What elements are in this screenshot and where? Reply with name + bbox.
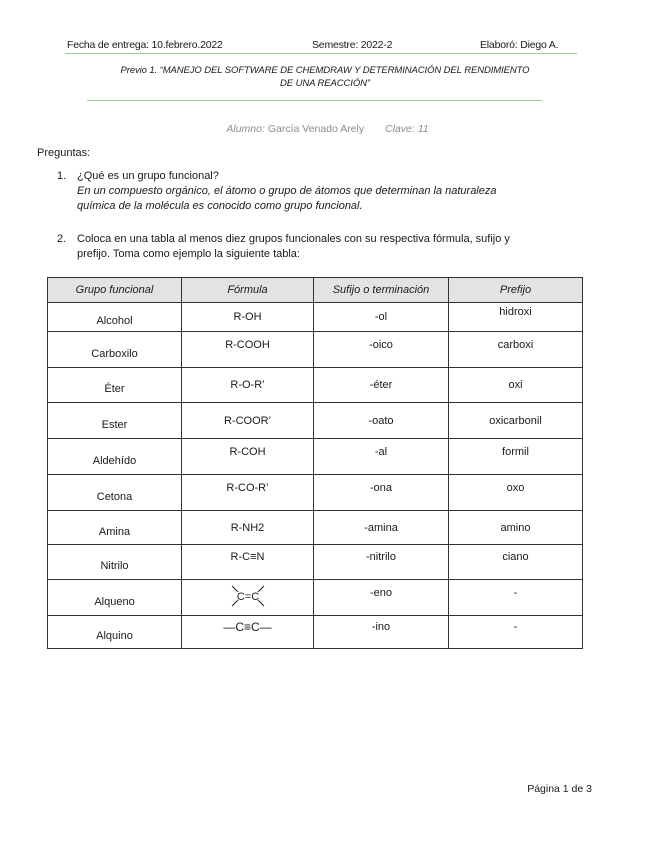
table-row	[48, 580, 583, 616]
cell-prefijo: oxo	[449, 475, 583, 511]
answer-line-1: En un compuesto orgánico, el átomo o grupo de átomos que determinan la naturaleza	[77, 185, 497, 197]
question-text-line-1: Coloca en una tabla al menos diez grupos funcionales con su respectiva fórmula, sufijo y	[77, 233, 510, 245]
cell-sufijo: -ona	[314, 475, 449, 511]
student-name-label: Alumno:	[226, 123, 265, 135]
cell-sufijo: -ino	[314, 616, 449, 649]
table-row	[48, 303, 583, 332]
cell-formula: R-CO-R’	[182, 475, 314, 511]
cell-formula: R-OH	[182, 303, 314, 332]
cell-formula: R-COOH	[182, 332, 314, 368]
page-number: Página 1 de 3	[527, 783, 592, 795]
cell-grupo: Éter	[48, 368, 182, 403]
cell-grupo: Alquino	[48, 616, 182, 649]
cell-formula: —C≡C—	[182, 616, 314, 649]
table-row	[48, 368, 583, 403]
cell-grupo: Nitrilo	[48, 545, 182, 580]
cell-prefijo: hidroxi	[449, 303, 583, 332]
alkene-formula-text: C=C	[236, 591, 259, 603]
cell-sufijo: -nitrilo	[314, 545, 449, 580]
question-text: ¿Qué es un grupo funcional?	[77, 170, 219, 182]
document-title	[80, 64, 570, 90]
header-divider	[65, 53, 577, 54]
header-sufijo: Sufijo o terminación	[314, 278, 449, 303]
cell-prefijo: -	[449, 616, 583, 649]
student-info	[0, 123, 655, 135]
cell-sufijo: -amina	[314, 511, 449, 545]
cell-formula: R-O-R’	[182, 368, 314, 403]
cell-grupo: Alqueno	[48, 580, 182, 616]
title-line-2: DE UNA REACCIÓN”	[280, 78, 370, 89]
functional-groups-table	[47, 277, 583, 649]
cell-sufijo: -ol	[314, 303, 449, 332]
table-row	[48, 403, 583, 439]
delivery-date: Fecha de entrega: 10.febrero.2022	[67, 39, 223, 51]
alkene-structure-icon	[228, 583, 268, 609]
answer-line-2: química de la molécula es conocido como grupo funcional.	[77, 200, 363, 212]
student-name: García Venado Arely	[267, 123, 365, 135]
cell-prefijo: ciano	[449, 545, 583, 580]
cell-sufijo: -al	[314, 439, 449, 475]
cell-formula: R-C≡N	[182, 545, 314, 580]
cell-formula: R-COOR’	[182, 403, 314, 439]
cell-grupo: Amina	[48, 511, 182, 545]
question-number: 1.	[57, 170, 67, 182]
cell-prefijo: oxi	[449, 368, 583, 403]
cell-grupo: Aldehído	[48, 439, 182, 475]
semester: Semestre: 2022-2	[312, 39, 393, 51]
student-key-label: Clave:	[385, 123, 415, 135]
cell-prefijo: oxicarbonil	[449, 403, 583, 439]
cell-prefijo: formil	[449, 439, 583, 475]
cell-prefijo: amino	[449, 511, 583, 545]
questions-heading: Preguntas:	[37, 147, 91, 159]
header-grupo: Grupo funcional	[48, 278, 182, 303]
author: Elaboró: Diego A.	[480, 39, 559, 51]
question-text-line-2: prefijo. Toma como ejemplo la siguiente tabla:	[77, 248, 300, 260]
header-formula: Fórmula	[182, 278, 314, 303]
cell-grupo: Ester	[48, 403, 182, 439]
cell-sufijo: -éter	[314, 368, 449, 403]
question-number: 2.	[57, 233, 67, 245]
table-row	[48, 511, 583, 545]
cell-sufijo: -oico	[314, 332, 449, 368]
cell-grupo: Cetona	[48, 475, 182, 511]
cell-grupo: Carboxilo	[48, 332, 182, 368]
title-divider	[87, 100, 542, 101]
table-row	[48, 332, 583, 368]
table-row	[48, 475, 583, 511]
header-prefijo: Prefijo	[449, 278, 583, 303]
table-row	[48, 545, 583, 580]
table-row	[48, 616, 583, 649]
cell-sufijo: -eno	[314, 580, 449, 616]
student-key: 11	[417, 123, 429, 135]
table-row	[48, 439, 583, 475]
cell-prefijo: carboxi	[449, 332, 583, 368]
table-header-row	[48, 278, 583, 303]
cell-formula: R-COH	[182, 439, 314, 475]
cell-prefijo: -	[449, 580, 583, 616]
cell-sufijo: -oato	[314, 403, 449, 439]
cell-formula	[182, 580, 314, 616]
cell-grupo: Alcohol	[48, 303, 182, 332]
title-line-1: Previo 1. “MANEJO DEL SOFTWARE DE CHEMDRAW Y DETERMINACIÓN DEL RENDIMIENTO	[120, 65, 530, 76]
cell-formula: R-NH2	[182, 511, 314, 545]
